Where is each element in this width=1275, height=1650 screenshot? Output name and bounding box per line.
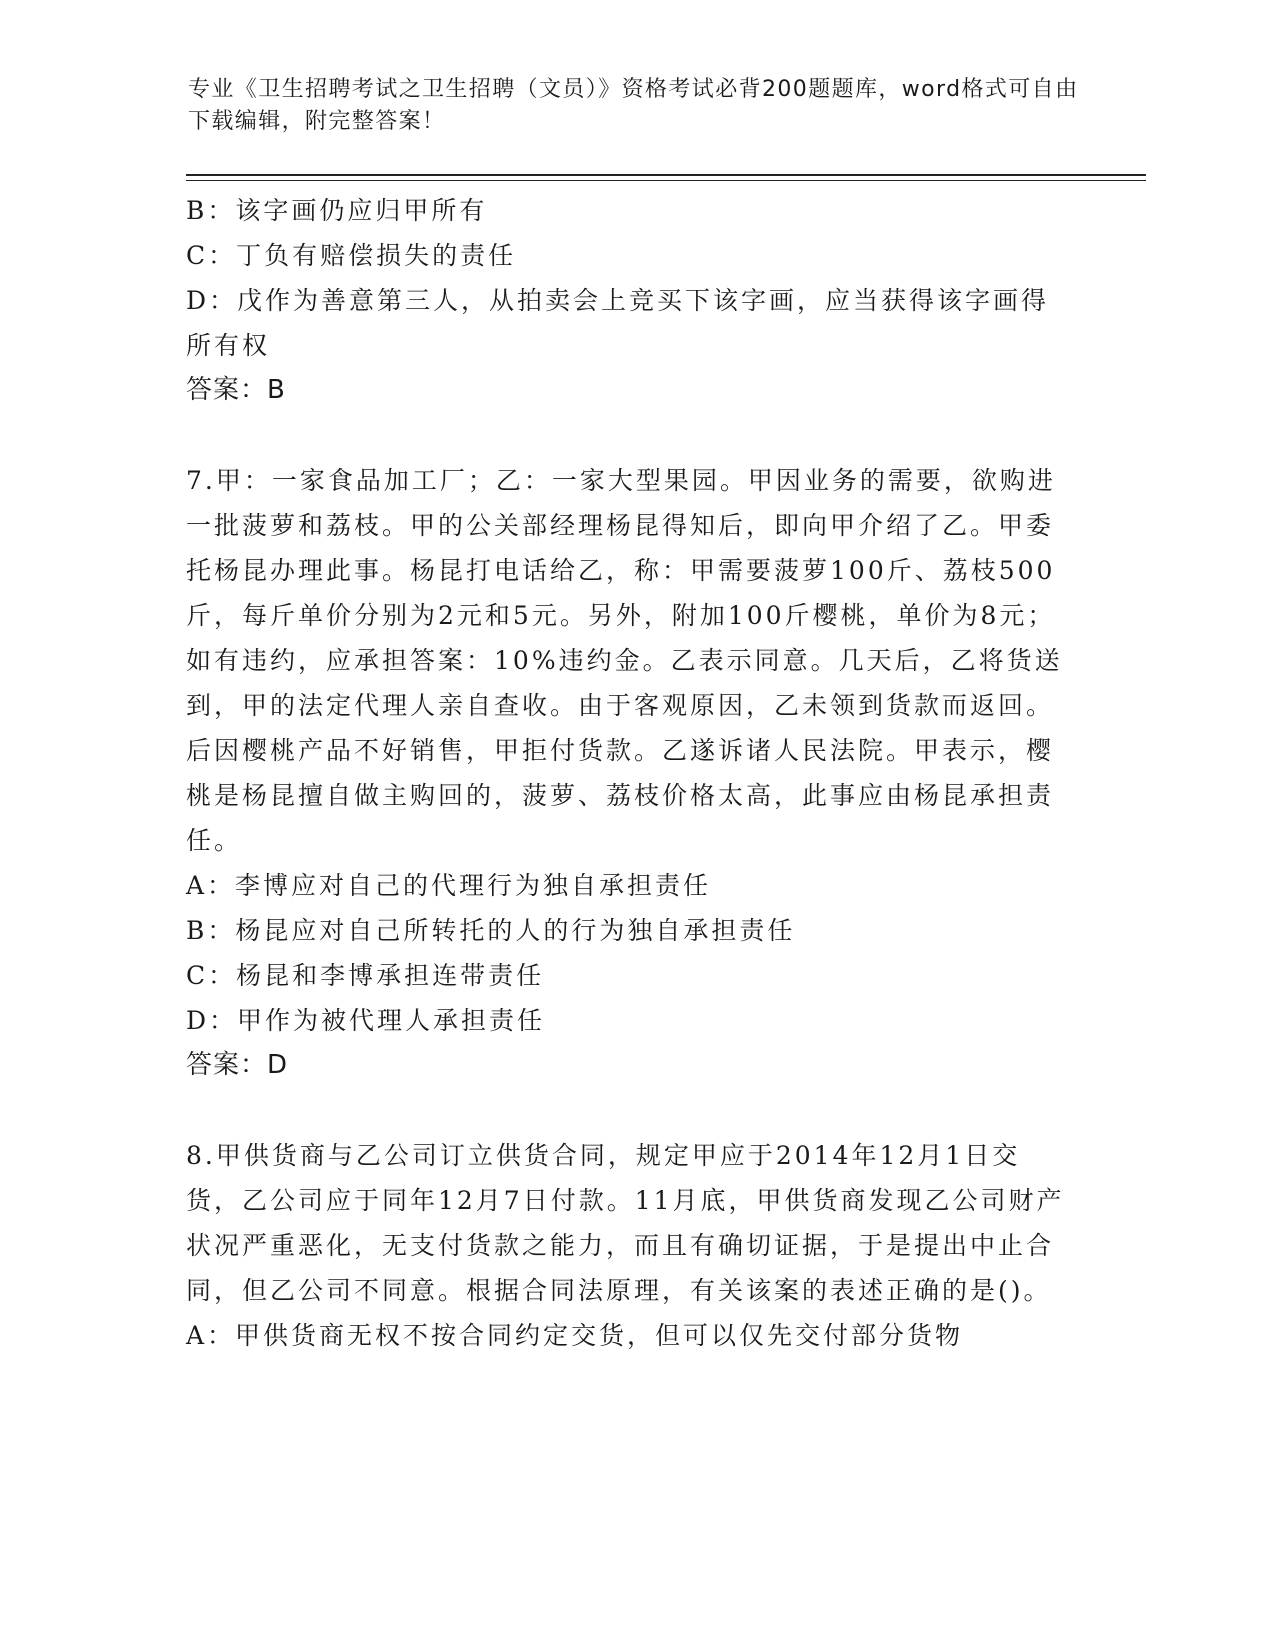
header-divider [186, 174, 1146, 176]
question-6-tail [186, 188, 1076, 413]
q6-answer: 答案：B [186, 375, 286, 405]
q8-stem: 8.甲供货商与乙公司订立供货合同，规定甲应于2014年12月1日交货，乙公司应于同年12月7日付款。11月底，甲供货商发现乙公司财产状况严重恶化，无支付货款之能力，而且有确切证据，于是提出中止合同，但乙公司不同意。根据合同法原理，有关该案的表述正确的是()。 [186, 1141, 1065, 1305]
spacer [186, 1088, 1076, 1133]
spacer [186, 413, 1076, 458]
header-title: 专业《卫生招聘考试之卫生招聘（文员）》资格考试必背200题题库，word格式可自由下载编辑，附完整答案！ [188, 77, 1079, 134]
question-8 [186, 1133, 1076, 1358]
q6-option-b: B：该字画仍应归甲所有 [186, 196, 488, 225]
q7-option-a: A：李博应对自己的代理行为独自承担责任 [186, 871, 712, 900]
q7-option-b: B：杨昆应对自己所转托的人的行为独自承担责任 [186, 916, 796, 945]
header-divider-thin [186, 180, 1146, 181]
page-header [188, 74, 1088, 138]
q7-answer: 答案：D [186, 1050, 289, 1080]
q7-option-c: C：杨昆和李博承担连带责任 [186, 961, 545, 990]
q7-stem: 7.甲：一家食品加工厂；乙：一家大型果园。甲因业务的需要，欲购进一批菠萝和荔枝。甲的公关部经理杨昆得知后，即向甲介绍了乙。甲委托杨昆办理此事。杨昆打电话给乙，称：甲需要菠萝100斤、荔枝500斤，每斤单价分别为2元和5元。另外，附加100斤樱桃，单价为8元；如有违约，应承担答案：10%违约金。乙表示同意。几天后，乙将货送到，甲的法定代理人亲自查收。由于客观原因，乙未领到货款而返回。后因樱桃产品不好销售，甲拒付货款。乙遂诉诸人民法院。甲表示，樱桃是杨昆擅自做主购回的，菠萝、荔枝价格太高，此事应由杨昆承担责任。 [186, 466, 1063, 855]
document-body [186, 188, 1076, 1358]
q7-option-d: D：甲作为被代理人承担责任 [186, 1006, 546, 1035]
q8-option-a: A：甲供货商无权不按合同约定交货，但可以仅先交付部分货物 [186, 1321, 964, 1350]
q6-option-d: D：戊作为善意第三人，从拍卖会上竞买下该字画，应当获得该字画得所有权 [186, 286, 1050, 360]
question-7 [186, 458, 1076, 1088]
q6-option-c: C：丁负有赔偿损失的责任 [186, 241, 517, 270]
